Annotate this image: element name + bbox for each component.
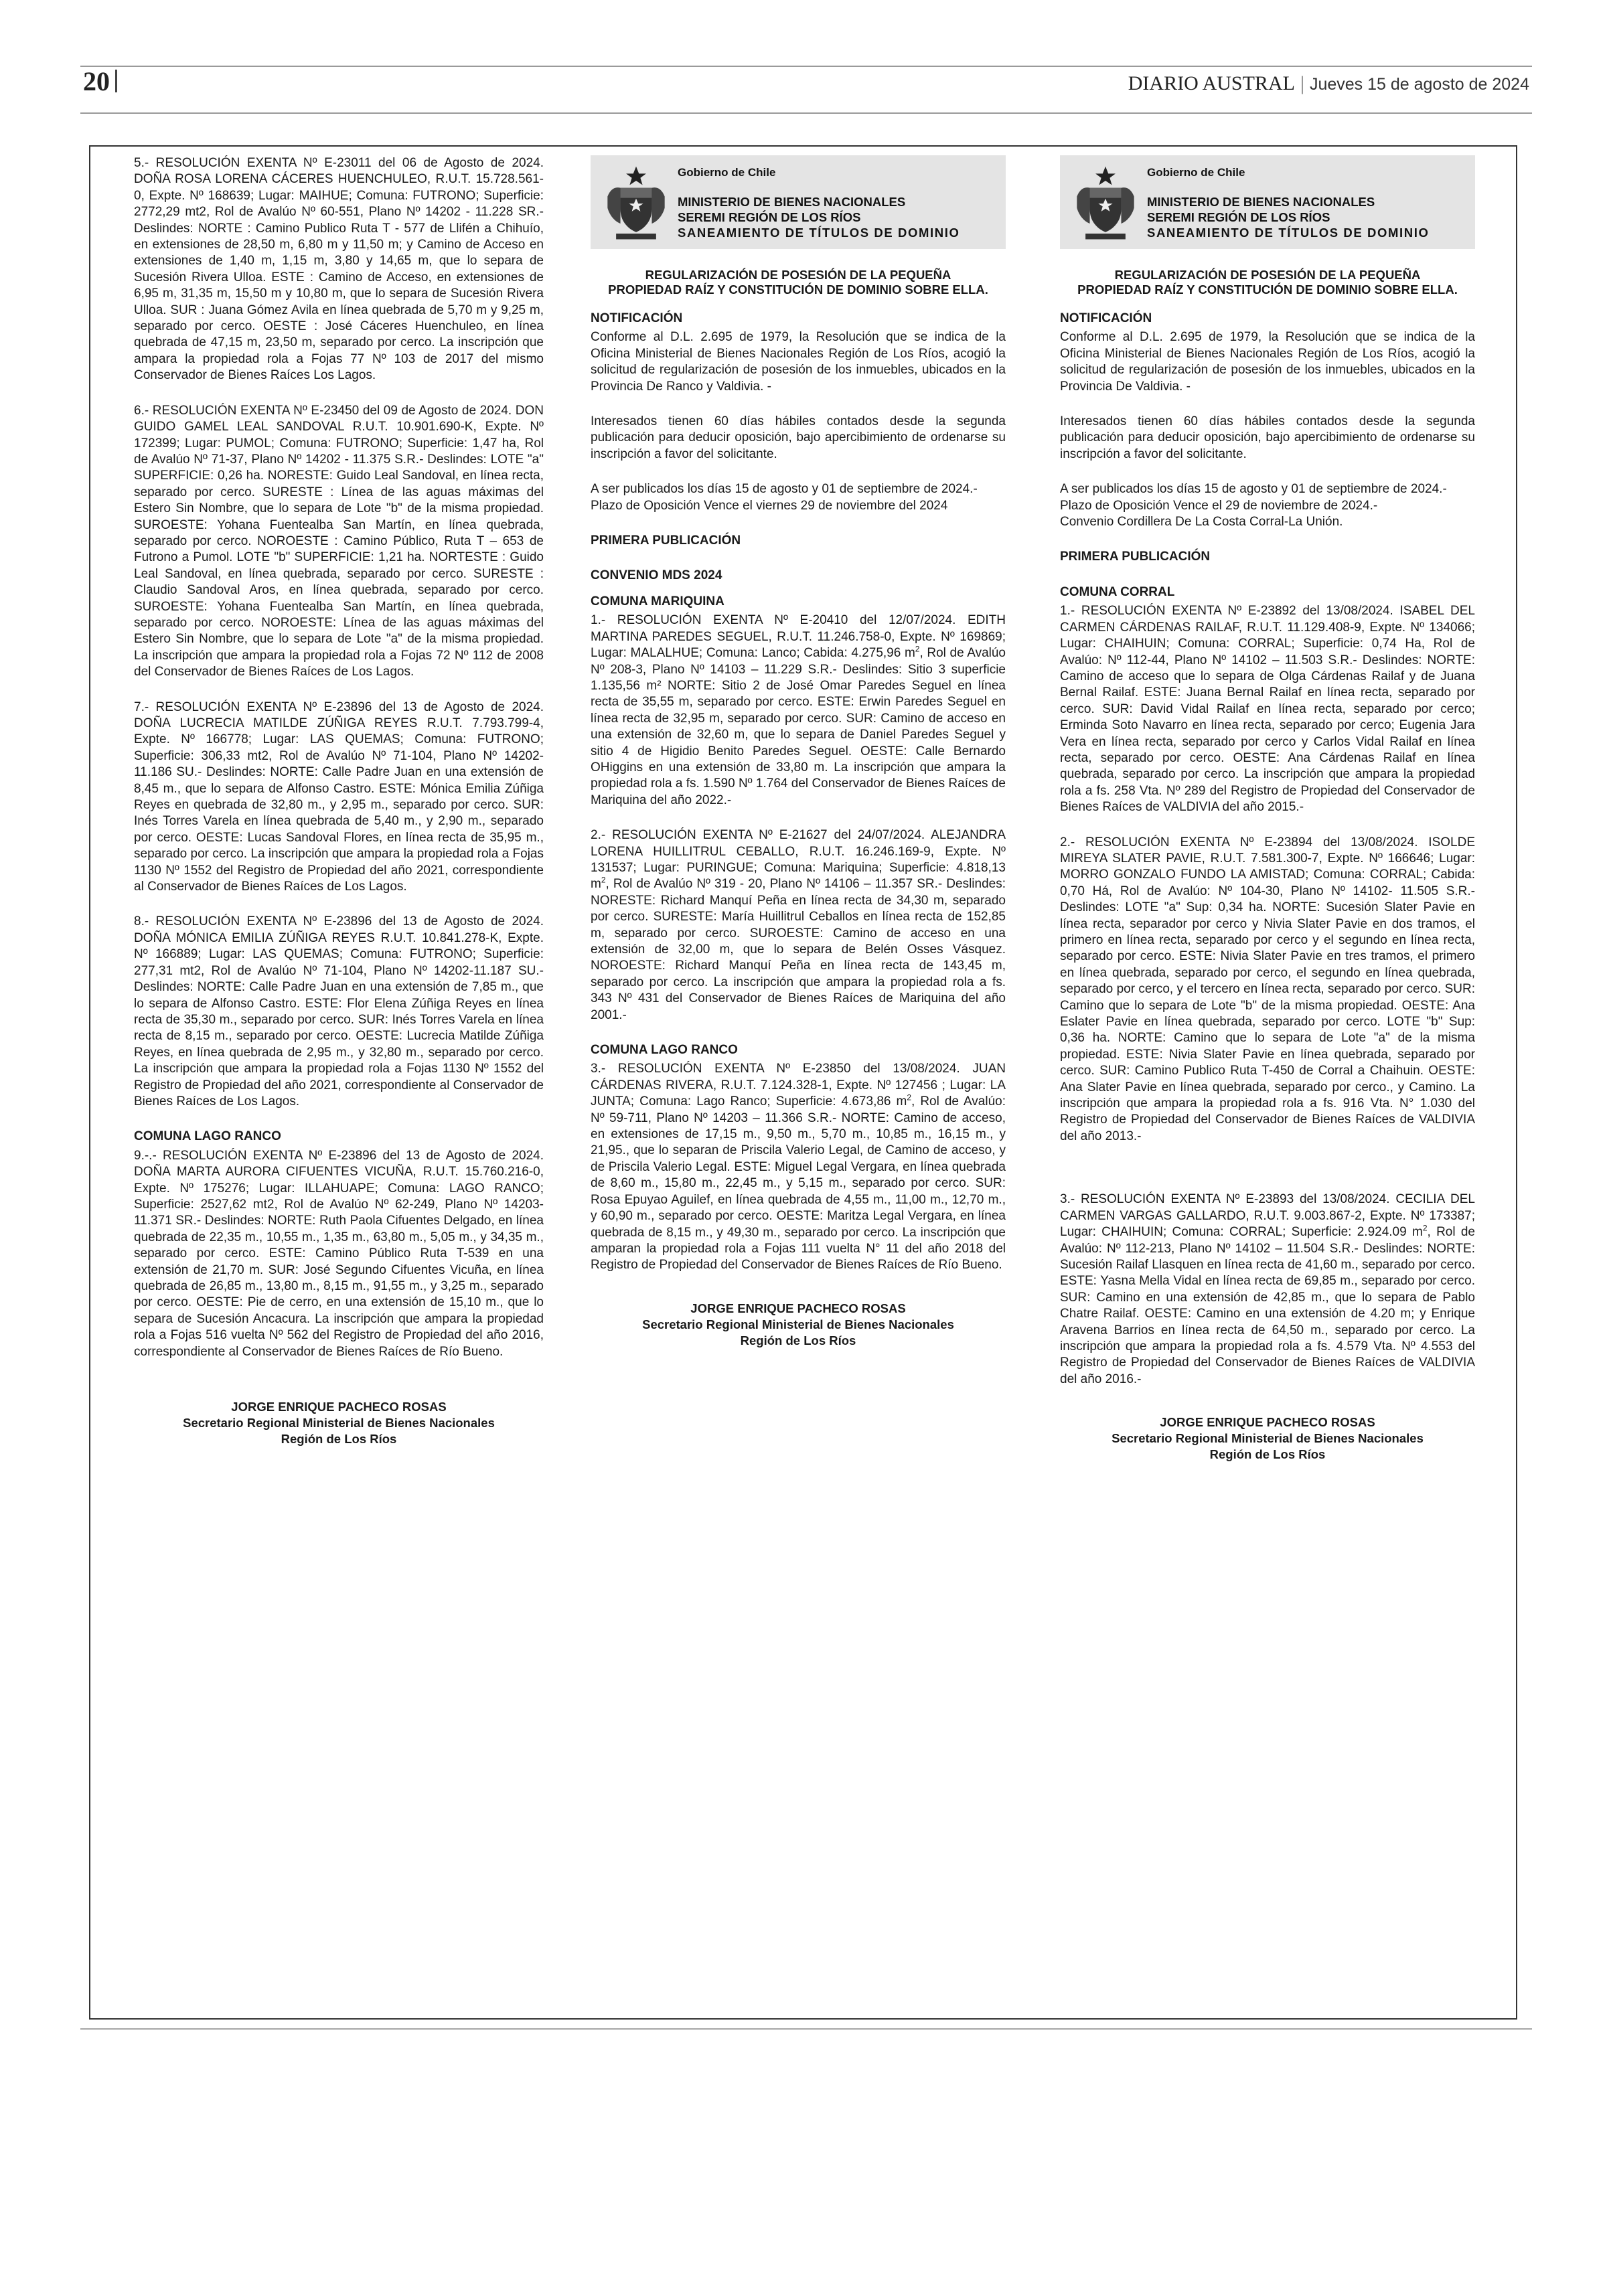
notificacion-text: Conforme al D.L. 2.695 de 1979, la Resolución que se indica de la Oficina Ministerial de Bienes Nacionales Región de Los Ríos, acogió la solicitud de regularización de posesión de los inmuebles, ubicados en la Provincia De Valdivia. - [1060,330,1475,394]
signatory-name: JORGE ENRIQUE PACHECO ROSAS [690,1301,906,1315]
resolution-5: 5.- RESOLUCIÓN EXENTA Nº E-23011 del 06 de Agosto de 2024. DOÑA ROSA LORENA CÁCERES HUENCHULEO, R.U.T. 15.728.561-0, Expte. Nº 168639; Lugar: MAIHUE; Comuna: FUTRONO; Superficie: 2772,29 mt2, Rol de Avalúo Nº 60-551, Plano Nº 14202 - 11.228 SR.- Deslindes: NORTE : Camino Publico Ruta T - 577 de Llifén a Chihuío, en extensiones de 28,50 m, 6,80 m y 11,50 m; y Camino de Acceso en extensiones de 1,40 m, 1,15 m, 3,80 y 14,65 m, que lo separa de Sucesión Rivera Ulloa. ESTE : Camino de Acceso, en extensiones de 6,95 m, 31,35 m, 15,50 m y 10,80 m, que lo separa de Sucesión Rivera Ulloa. SUR : Juana Gómez Avila en línea quebrada de 5,70 m y 9,25 m, separado por cerco. OESTE : José Cáceres Huenchuleo, en línea quebrada de 47,15 m, 23,50 m, separado por cerco. La inscripción que ampara la propiedad rola a Fojas 77 Nº 103 de 2017 del mismo Conservador de Bienes Raíces Los Lagos. [134,156,544,383]
header-bottom-rule [80,112,1532,114]
signatory-name: JORGE ENRIQUE PACHECO ROSAS [1160,1415,1375,1430]
notificacion-heading: NOTIFICACIÓN [1060,311,1152,325]
signatory-region: Región de Los Ríos [281,1432,397,1447]
resolution-corral-3: 3.- RESOLUCIÓN EXENTA Nº E-23893 del 13/08/2024. CECILIA DEL CARMEN VARGAS GALLARDO, R.U.T. 9.003.867-2, Expte. Nº 173387; Lugar: CHAIHUIN; Comuna: CORRAL; Superficie: 2.924.09 $m^2$, Rol de Avalúo: Nº 112-213, Plano Nº 14102 – 11.504 S.R.- Deslindes: NORTE: Sucesión Railaf Llasquen en línea recta de 41,60 m., separado por cerco. ESTE: Yasna Mella Vidal en línea recta de 69,85 m., separado por cerco. SUR: Camino en una extensión de 42,85 m., que lo separa de Pablo Chatre Railaf. OESTE: Camino en una extensión de 4.20 m; y Enrique Aravena Barrios en línea recta de 64,50 m., separado por cerco. La inscripción que ampara la propiedad rola a fs. 4.579 Vta. Nº 4.553 del Registro de Propiedad del Conservador de Bienes Raíces de VALDIVIA del año 2016.- [1060,1192,1475,1386]
government-header [1060,155,1475,249]
resolution-corral-1: 1.- RESOLUCIÓN EXENTA Nº E-23892 del 13/08/2024. ISABEL DEL CARMEN CÁRDENAS RAILAF, R.U.T. 11.129.408-9, Expte. Nº 134066; Lugar: CHAIHUIN; Comuna: CORRAL; Superficie: 0,74 Ha, Rol de Avalúo: Nº 112-44, Plano Nº 14102 – 11.503 S.R.- Deslindes: NORTE: Camino de acceso que lo separa de Olga Cárdenas Railaf y de Juana Bernal Railaf. ESTE: Juana Bernal Railaf en línea recta, separado por cerco. SUR: David Vidal Railaf en línea recta, separado por cerco; Erminda Soto Navarro en línea recta, separado por cerco; Eugenia Jara Vera en línea recta, separado por cerco y Carlos Vidal Railaf en línea recta, separado por cerco. OESTE: Ana Cárdenas Railaf en línea quebrada, separado por cerco. La inscripción que ampara la propiedad rola a fs. 258 Vta. Nº 289 del Registro de Propiedad del Conservador de Bienes Raíces de VALDIVIA del año 2015.- [1060,604,1475,815]
seremi-name: SEREMI REGIÓN DE LOS RÍOS [1147,210,1330,225]
publication-dates: A ser publicados los días 15 de agosto y 01 de septiembre de 2024.- [1060,482,1447,497]
resolution-9: 9.-.- RESOLUCIÓN EXENTA Nº E-23896 del 13 de Agosto de 2024. DOÑA MARTA AURORA CIFUENTES VICUÑA, R.U.T. 15.760.216-0, Expte. Nº 175276; Lugar: ILLAHUAPE; Comuna: LAGO RANCO; Superficie: 2527,62 mt2, Rol de Avalúo Nº 62-249, Plano Nº 14203-11.371 SR.- Deslindes: NORTE: Ruth Paola Cifuentes Delgado, en línea quebrada de 22,35 m., 10,55 m., 1,35 m., 63,80 m., 5,05 m., y 34,35 m., separado por cerco. ESTE: Camino Público Ruta T-539 en una extensión de 21,70 m. SUR: José Segundo Cifuentes Vicuña, en línea quebrada de 26,85 m., 13,80 m., 8,15 m., 91,55 m., y 3,25 m., separado por cerco. OESTE: Pie de cerro, en una extensión de 15,10 m., que lo separa de Sucesión Ancacura. La inscripción que ampara la propiedad rola a Fojas 516 vuelta Nº 562 del Registro de Propiedad del año 2016, correspondiente al Conservador de Bienes Raíces de Río Bueno. [134,1148,544,1359]
notice-title [1060,268,1475,297]
ministry-name: MINISTERIO DE BIENES NACIONALES [1147,195,1375,210]
resolution-mariquina-2: 2.- RESOLUCIÓN EXENTA Nº E-21627 del 24/07/2024. ALEJANDRA LORENA HUILLITRUL CEBALLO, R.U.T. 16.246.169-9, Expte. Nº 131537; Lugar: PURINGUE; Comuna: Mariquina; Superficie: 4.818,13 $m^2$, Rol de Avalúo Nº 319 - 20, Plano Nº 14106 – 11.357 SR.- Deslindes: NORESTE: Richard Manquí Peña en línea recta de 34,30 m, separado por cerco. SURESTE: María Huillitrul Ceballos en línea recta de 152,85 m, separado por cerco. SUROESTE: Camino de acceso en una extensión de 32,00 m, que lo separa de Belén Osses Vásquez. NOROESTE: Richard Manquí Peña en línea recta de 143,45 m, separado por cerco. La inscripción que ampara la propiedad rola a fs. 343 Nº 431 del Conservador de Bienes Raíces de Mariquina del año 2001.- [591,828,1006,1022]
convenio-label: CONVENIO MDS 2024 [591,568,722,583]
heading-comuna-lago-ranco: COMUNA LAGO RANCO [134,1129,281,1144]
publication-date: Jueves 15 de agosto de 2024 [1309,75,1529,94]
resolution-mariquina-1: 1.- RESOLUCIÓN EXENTA Nº E-20410 del 12/07/2024. EDITH MARTINA PAREDES SEGUEL, R.U.T. 11.246.758-0, Expte. Nº 169869; Lugar: MALALHUE; Comuna: Lanco; Cabida: 4.275,96 $m^2$, Rol de Avalúo Nº 208-3, Plano Nº 14103 – 11.229 S.R.- Deslindes: Sitio 3 superficie 1.135,56 m² NORTE: Sitio 2 de José Omar Paredes Seguel en línea recta de 35,55 m, separado por cerco. ESTE: Erwin Paredes Seguel en línea recta de 32,95 m, separado por cerco. SUR: Camino de acceso en una extensión de 32,60 m, que lo separa de Daniel Paredes Seguel y sitio 4 de Higidio Benito Paredes Seguel. OESTE: Calle Bernardo OHiggins en una extensión de 33,80 m. La inscripción que ampara la propiedad rola a fs. 1.590 Nº 1.764 del Conservador de Bienes Raíces de Mariquina del año 2022.- [591,613,1006,807]
plazo-oposicion: Plazo de Oposición Vence el 29 de noviembre de 2024.- [1060,498,1378,513]
gov-label: Gobierno de Chile [1147,166,1245,179]
heading-comuna-corral: COMUNA CORRAL [1060,584,1175,599]
column-3 [1060,155,1475,1463]
seremi-name: SEREMI REGIÓN DE LOS RÍOS [678,210,861,225]
notificacion-heading: NOTIFICACIÓN [591,311,683,325]
notice-title-line1: REGULARIZACIÓN DE POSESIÓN DE LA PEQUEÑA [645,268,951,282]
notice-title-line2: PROPIEDAD RAÍZ Y CONSTITUCIÓN DE DOMINIO SOBRE ELLA. [1077,282,1458,297]
notice-title-line2: PROPIEDAD RAÍZ Y CONSTITUCIÓN DE DOMINIO SOBRE ELLA. [608,282,988,297]
signature-block [1060,1414,1475,1463]
notice-title [591,268,1006,297]
resolution-lago-ranco-3: 3.- RESOLUCIÓN EXENTA Nº E-23850 del 13/08/2024. JUAN CÁRDENAS RIVERA, R.U.T. 7.124.328-1, Expte. Nº 127456 ; Lugar: LA JUNTA; Comuna: Lago Ranco; Superficie: 4.673,86 $m^2$, Rol de Avalúo: Nº 59-711, Plano Nº 14203 – 11.366 S.R.- NORTE: Camino de acceso, en extensiones de 17,15 m., 9,50 m., 5,70 m., 10,85 m., 16,15 m., y 21,95., que lo separan de Priscila Valerio Legal, de Camino de acceso, y de Priscila Valerio Legal. ESTE: Miguel Legal Vergara, en línea quebrada de 8,60 m., 15,80 m., 22,45 m., y 5,15 m., separado por cerco. SUR: Rosa Epuyao Aguilef, en línea quebrada de 4,55 m., 11,00 m., 12,70 m., y 60,90 m., separado por cerco. OESTE: Maritza Legal Vergara, en línea quebrada de 8,15 m., y 49,30 m., separado por cerco. La inscripción que amparan la propiedad rola a Fojas 111 vuelta N° 11 del año 2018 del Registro de Propiedad del Conservador de Bienes Raíces de Río Bueno. [591,1062,1006,1273]
chile-coat-of-arms-icon [1069,159,1142,245]
notificacion-text: Conforme al D.L. 2.695 de 1979, la Resolución que se indica de la Oficina Ministerial de Bienes Nacionales Región de Los Ríos, acogió la solicitud de regularización de posesión de los inmuebles, ubicados en la Provincia De Ranco y Valdivia. - [591,330,1006,394]
ministry-name: MINISTERIO DE BIENES NACIONALES [678,195,906,210]
signatory-name: JORGE ENRIQUE PACHECO ROSAS [231,1400,447,1414]
plazo-oposicion: Plazo de Oposición Vence el viernes 29 de noviembre del 2024 [591,498,948,513]
primera-publicacion: PRIMERA PUBLICACIÓN [591,534,741,548]
masthead: DIARIO AUSTRAL | Jueves 15 de agosto de 2024 [1128,72,1529,94]
column-2 [591,155,1006,1349]
interesados-text: Interesados tienen 60 días hábiles contados desde la segunda publicación para deducir oposición, bajo apercibimiento de ordenarse su inscripción a favor del solicitante. [1060,414,1475,461]
primera-publicacion: PRIMERA PUBLICACIÓN [1060,550,1211,564]
resolution-6: 6.- RESOLUCIÓN EXENTA Nº E-23450 del 09 de Agosto de 2024. DON GUIDO GAMEL LEAL SANDOVAL R.U.T. 10.901.690-K, Expte. Nº 172399; Lugar: PUMOL; Comuna: FUTRONO; Superficie: 1,47 ha, Rol de Avalúo Nº 71-37, Plano Nº 14202 - 11.375 S.R.- Deslindes: LOTE "a" SUPERFICIE: 0,26 ha. NORESTE: Guido Leal Sandoval, en línea recta, separado por cerco. SURESTE : Línea de las aguas máximas del Estero Sin Nombre, que lo separa de Lote "b" de la misma propiedad. SUROESTE: Yohana Fuentealba San Martín, en línea quebrada, separado por cerco. NOROESTE : Camino Público, Ruta T – 653 de Futrono a Pumol. LOTE "b" SUPERFICIE: 1,21 ha. NORTESTE : Guido Leal Sandoval, en línea quebrada, separado por cerco. SURESTE : Claudio Sandoval Aros, en línea quebrada, separado por cerco. SUROESTE: Yohana Fuentealba San Martín, en línea quebrada, separado por cerco. NOROESTE: Línea de las aguas máximas del Estero Sin Nombre, que lo separa de Lote "a" de la misma propiedad. La inscripción que ampara la propiedad rola a Fojas 72 Nº 112 de 2008 del Conservador de Bienes Raíces de Los Lagos. [134,403,544,679]
resolution-corral-2: 2.- RESOLUCIÓN EXENTA Nº E-23894 del 13/08/2024. ISOLDE MIREYA SLATER PAVIE, R.U.T. 7.581.300-7, Expte. Nº 166646; Lugar: MORRO GONZALO FUNDO LA AMISTAD; Comuna: CORRAL; Cabida: 0,70 Há, Rol de Avalúo: Nº 104-30, Plano Nº 14102- 11.505 S.R.- Deslindes: LOTE "a" Sup: 0,34 ha. NORTE: Sucesión Slater Pavie en línea recta, separador por cerco y Nivia Slater Pavie en dos tramos, el primero en línea recta, separado por cerco y el segundo en línea recta, separado por cerco. ESTE: Nivia Slater Pavie en tres tramos, el primero en línea quebrada, separado por cerco, el segundo en línea quebrada, separado por cerco, y el tercero en línea recta, separado por cerco. SUR: Camino que lo separa de Lote "b" de la misma propiedad. OESTE: Ana Eslater Pavie en línea quebrada, separado por cerco. LOTE "b" Sup: 0,36 ha. NORTE: Camino que lo separa de Lote "a" de la misma propiedad. ESTE: Nivia Slater Pavie en línea quebrada, separado por cerco. SUR: Camino Publico Ruta T-450 de Corral a Chaihuin. OESTE: Ana Slater Pavie en línea quebrada, separado por cerco., y Camino. La inscripción que ampara la propiedad rola a fs. 916 Vta. N° 1.030 del Registro de Propiedad del Conservador de Bienes Raíces de VALDIVIA del año 2013.- [1060,835,1475,1143]
column-1 [134,155,544,1447]
signatory-title: Secretario Regional Ministerial de Bienes Nacionales [183,1416,495,1430]
interesados-text: Interesados tienen 60 días hábiles contados desde la segunda publicación para deducir oposición, bajo apercibimiento de ordenarse su inscripción a favor del solicitante. [591,414,1006,461]
notice-title-line1: REGULARIZACIÓN DE POSESIÓN DE LA PEQUEÑA [1114,268,1421,282]
signature-block [134,1399,544,1447]
convenio-label: Convenio Cordillera De La Costa Corral-La Unión. [1060,515,1343,529]
heading-comuna-lago-ranco-2: COMUNA LAGO RANCO [591,1043,738,1058]
resolution-7: 7.- RESOLUCIÓN EXENTA Nº E-23896 del 13 de Agosto de 2024. DOÑA LUCRECIA MATILDE ZÚÑIGA REYES R.U.T. 7.793.799-4, Expte. Nº 166778; Lugar: LAS QUEMAS; Comuna: FUTRONO; Superficie: 306,33 mt2, Rol de Avalúo Nº 71-104, Plano Nº 14202-11.186 SU.- Deslindes: NORTE: Calle Padre Juan en una extensión de 8,45 m., que lo separa de Alfonso Castro. ESTE: Mónica Emilia Zúñiga Reyes en quebrada de 32,80 m., y 2,95 m., separado por cerco. SUR: Inés Torres Varela en línea quebrada de 5,40 m., y 2,90 m., separado por cerco. OESTE: Lucas Sandoval Flores, en línea recta de 35,95 m., separado por cerco. La inscripción que ampara la propiedad rola a Fojas 1130 Nº 1552 del Registro de Propiedad del año 2021, correspondiente al Conservador de Bienes Raíces de Los Lagos. [134,700,544,894]
publication-dates: A ser publicados los días 15 de agosto y 01 de septiembre de 2024.- [591,482,978,497]
program-name: SANEAMIENTO DE TÍTULOS DE DOMINIO [678,226,960,240]
resolution-8: 8.- RESOLUCIÓN EXENTA Nº E-23896 del 13 de Agosto de 2024. DOÑA MÓNICA EMILIA ZÚÑIGA REYES R.U.T. 10.841.278-K, Expte. Nº 166889; Lugar: LAS QUEMAS; Comuna: FUTRONO; Superficie: 277,31 mt2, Rol de Avalúo Nº 71-104, Plano Nº 14202-11.187 SU.- Deslindes: NORTE: Calle Padre Juan en una extensión de 7,85 m., que lo separa de Alfonso Castro. ESTE: Flor Elena Zúñiga Reyes en línea recta de 35,30 m., separado por cerco. SUR: Inés Torres Varela en línea recta de 8,15 m., separado por cerco. OESTE: Lucrecia Matilde Zúñiga Reyes, en línea quebrada de 2,95 m., y 32,80 m., separado por cerco. La inscripción que ampara la propiedad rola a Fojas 1130 Nº 1552 del Registro de Propiedad del año 2021, correspondiente al Conservador de Bienes Raíces de Los Lagos. [134,914,544,1109]
signatory-region: Región de Los Ríos [740,1333,856,1347]
government-header [591,155,1006,249]
signatory-title: Secretario Regional Ministerial de Bienes Nacionales [1112,1431,1424,1446]
program-name: SANEAMIENTO DE TÍTULOS DE DOMINIO [1147,226,1430,240]
footer-rule [80,2028,1532,2030]
page-number: 20 [83,66,117,97]
chile-coat-of-arms-icon [600,159,672,245]
publication-name: DIARIO AUSTRAL [1128,72,1295,94]
signatory-title: Secretario Regional Ministerial de Bienes Nacionales [642,1317,954,1331]
heading-comuna-mariquina: COMUNA MARIQUINA [591,594,724,608]
gov-label: Gobierno de Chile [678,166,776,179]
signature-block [591,1301,1006,1349]
signatory-region: Región de Los Ríos [1209,1447,1326,1462]
header-top-rule [80,66,1532,67]
